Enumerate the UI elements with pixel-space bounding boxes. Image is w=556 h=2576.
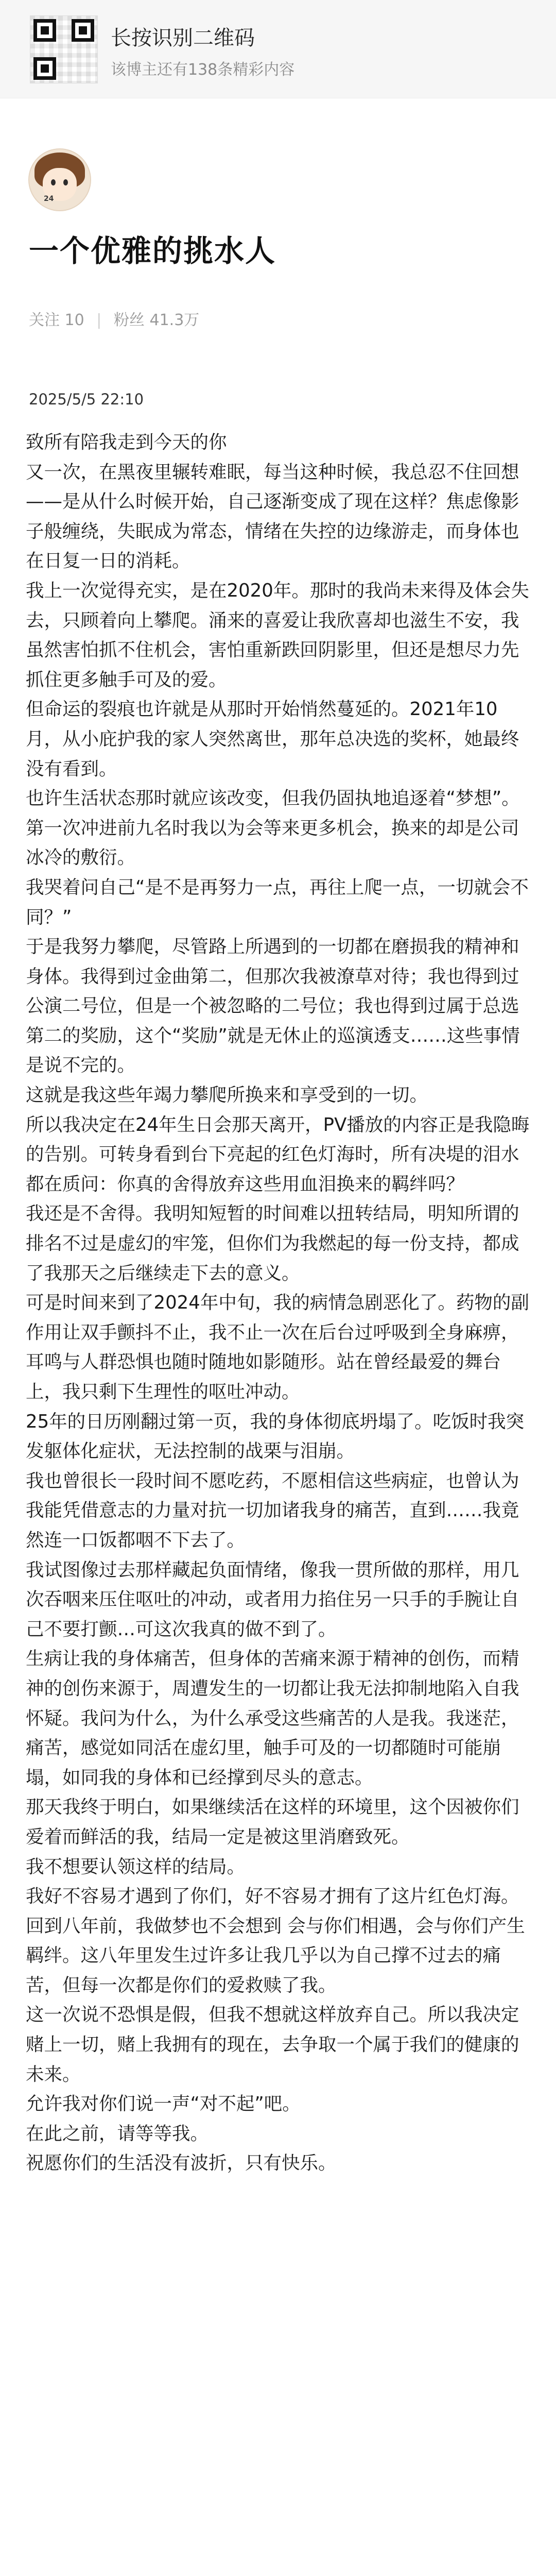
article-paragraph: 致所有陪我走到今天的你 xyxy=(26,432,227,453)
article-paragraph: 那天我终于明白，如果继续活在这样的环境里，这个因被你们爱着而鲜活的我，结局一定是被这里消磨致死。 xyxy=(26,1797,519,1848)
article-paragraph: 可是时间来到了2024年中旬，我的病情急剧恶化了。药物的副作用让双手颤抖不止，我不止一次在后台过呼吸到全身麻痹，耳鸣与人群恐惧也随时随地如影随形。站在曾经最爱的舞台上，我只剩下生理性的呕吐冲动。 xyxy=(26,1292,529,1402)
article-title: 一个优雅的挑水人 xyxy=(29,233,276,268)
article-paragraph: 但命运的裂痕也许就是从那时开始悄然蔓延的。2021年10月，从小庇护我的家人突然离世，那年总决选的奖杯，她最终没有看到。 xyxy=(26,699,519,779)
article-paragraph: 我还是不舍得。我明知短暂的时间难以扭转结局，明知所谓的排名不过是虚幻的牢笼，但你们为我燃起的每一份支持，都成了我那天之后继续走下去的意义。 xyxy=(26,1203,519,1284)
article-paragraph: 允许我对你们说一声“对不起”吧。 xyxy=(26,2093,301,2115)
avatar-caption: 24 xyxy=(44,195,54,203)
article-paragraph: 我哭着问自己“是不是再努力一点，再往上爬一点，一切就会不同？” xyxy=(26,876,529,928)
avatar[interactable] xyxy=(28,148,91,211)
article-paragraph: 也许生活状态那时就应该改变，但我仍固执地追逐着“梦想”。第一次冲进前九名时我以为会等来更多机会，换来的却是公司冰冷的敷衍。 xyxy=(26,788,520,869)
article-paragraph: 祝愿你们的生活没有波折，只有快乐。 xyxy=(26,2153,337,2174)
author-stats: 关注 10 | 粉丝 41.3万 xyxy=(29,311,200,329)
article-paragraph: 我不想要认领这样的结局。 xyxy=(26,1856,246,1877)
top-qr-banner xyxy=(0,0,556,98)
article-paragraph: 我也曾很长一段时间不愿吃药，不愿相信这些病症，也曾认为我能凭借意志的力量对抗一切加诸我身的痛苦，直到……我竟然连一口饭都咽不下去了。 xyxy=(26,1470,519,1551)
following-label: 关注 xyxy=(29,311,60,329)
article-paragraph: 我试图像过去那样藏起负面情绪，像我一贯所做的那样，用几次吞咽来压住呕吐的冲动，或者用力掐住另一只手的手腕让自己不要打颤…可这次我真的做不到了。 xyxy=(26,1559,519,1640)
post-date: 2025/5/5 22:10 xyxy=(29,391,144,408)
followers-count: 41.3万 xyxy=(149,311,200,329)
followers-label: 粉丝 xyxy=(113,311,145,329)
following-count: 10 xyxy=(64,311,84,329)
article-paragraph: 这一次说不恐惧是假，但我不想就这样放弃自己。所以我决定赌上一切，赌上我拥有的现在，去争取一个属于我们的健康的未来。 xyxy=(26,2004,519,2085)
qr-code-icon[interactable] xyxy=(30,15,98,83)
banner-subtitle: 该博主还有138条精彩内容 xyxy=(111,61,295,79)
article-paragraph: 又一次，在黑夜里辗转难眠，每当这种时候，我总忍不住回想——是从什么时候开始，自己逐渐变成了现在这样？焦虑像影子般缠绕，失眠成为常态，情绪在失控的边缘游走，而身体也在日复一日的消耗。 xyxy=(26,461,519,572)
article-paragraph: 生病让我的身体痛苦，但身体的苦痛来源于精神的创伤，而精神的创伤来源于，周遭发生的一切都让我无法抑制地陷入自我怀疑。我问为什么，为什么承受这些痛苦的人是我。我迷茫，痛苦，感觉如同活在虚幻里，触手可及的一切都随时可能崩塌，如同我的身体和已经撑到尽头的意志。 xyxy=(26,1648,519,1788)
article-paragraph: 所以我决定在24年生日会那天离开，PV播放的内容正是我隐晦的告别。可转身看到台下亮起的红色灯海时，所有决堤的泪水都在质问：你真的舍得放弃这些用血泪换来的羁绊吗？ xyxy=(26,1114,530,1195)
banner-title: 长按识别二维码 xyxy=(111,26,255,50)
article-paragraph: 于是我努力攀爬，尽管路上所遇到的一切都在磨损我的精神和身体。我得到过金曲第二，但那次我被潦草对待；我也得到过公演二号位，但是一个被忽略的二号位；我也得到过属于总选第二的奖励，这个“奖励”就是无休止的巡演透支……这些事情是说不完的。 xyxy=(26,936,520,1076)
article-body xyxy=(26,428,533,2178)
article-paragraph: 我好不容易才遇到了你们，好不容易才拥有了这片红色灯海。回到八年前，我做梦也不会想到 会与你们相遇，会与你们产生羁绊。这八年里发生过许多让我几乎以为自己撑不过去的痛苦，但每一次都是你们的爱救赎了我。 xyxy=(26,1886,525,1996)
article-paragraph: 我上一次觉得充实，是在2020年。那时的我尚未来得及体会失去，只顾着向上攀爬。涌来的喜爱让我欣喜却也滋生不安，我虽然害怕抓不住机会，害怕重新跌回阴影里，但还是想尽力先抓住更多触手可及的爱。 xyxy=(26,580,529,690)
article-paragraph: 这就是我这些年竭力攀爬所换来和享受到的一切。 xyxy=(26,1084,428,1106)
article-paragraph: 25年的日历刚翻过第一页，我的身体彻底坍塌了。吃饭时我突发躯体化症状，无法控制的战栗与泪崩。 xyxy=(26,1411,525,1462)
article-paragraph: 在此之前，请等等我。 xyxy=(26,2123,209,2144)
